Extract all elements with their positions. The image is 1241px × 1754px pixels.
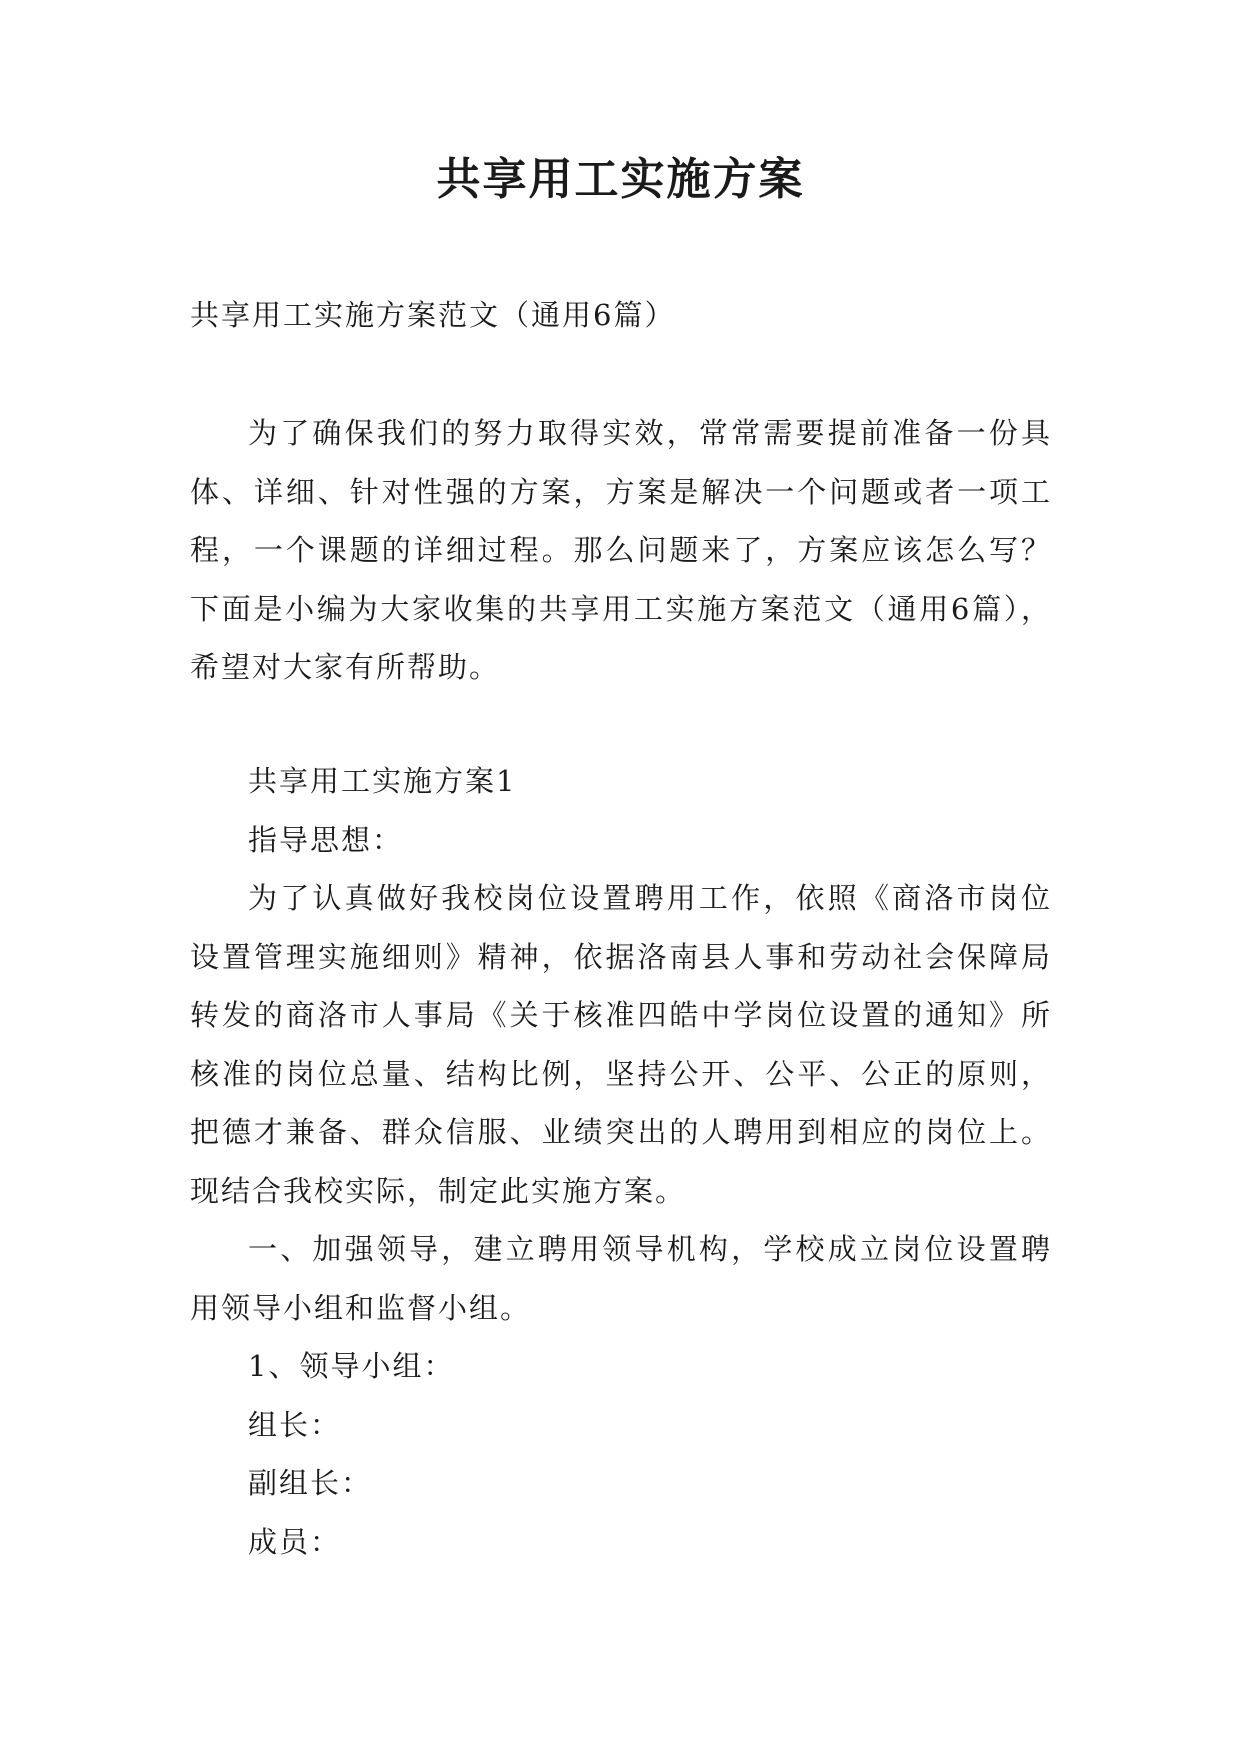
document-title: 共享用工实施方案 <box>436 154 805 205</box>
document-subtitle: 共享用工实施方案范文（通用6篇） <box>190 298 676 332</box>
point-one-paragraph: 一、加强领导，建立聘用领导机构，学校成立岗位设置聘用领导小组和监督小组。 <box>190 1232 1052 1325</box>
main-section <box>190 752 1052 1571</box>
intro-section <box>190 404 1052 697</box>
section-heading: 共享用工实施方案1 <box>248 764 517 798</box>
group-leader-label: 组长： <box>248 1407 342 1442</box>
intro-paragraph: 为了确保我们的努力取得实效，常常需要提前准备一份具体、详细、针对性强的方案，方案是解决一个问题或者一项工程，一个课题的详细过程。那么问题来了，方案应该怎么写？下面是小编为大家收集的共享用工实施方案范文（通用6篇），希望对大家有所帮助。 <box>190 416 1052 684</box>
deputy-leader-label: 副组长： <box>248 1466 373 1500</box>
members-label: 成员： <box>248 1524 342 1559</box>
leading-group-label: 1、领导小组： <box>248 1349 455 1383</box>
guiding-paragraph: 为了认真做好我校岗位设置聘用工作，依照《商洛市岗位设置管理实施细则》精神，依据洛南县人事和劳动社会保障局转发的商洛市人事局《关于核准四皓中学岗位设置的通知》所核准的岗位总量、结构比例，坚持公开、公平、公正的原则，把德才兼备、群众信服、业绩突出的人聘用到相应的岗位上。现结合我校实际，制定此实施方案。 <box>190 881 1052 1208</box>
guiding-label: 指导思想： <box>248 822 404 857</box>
